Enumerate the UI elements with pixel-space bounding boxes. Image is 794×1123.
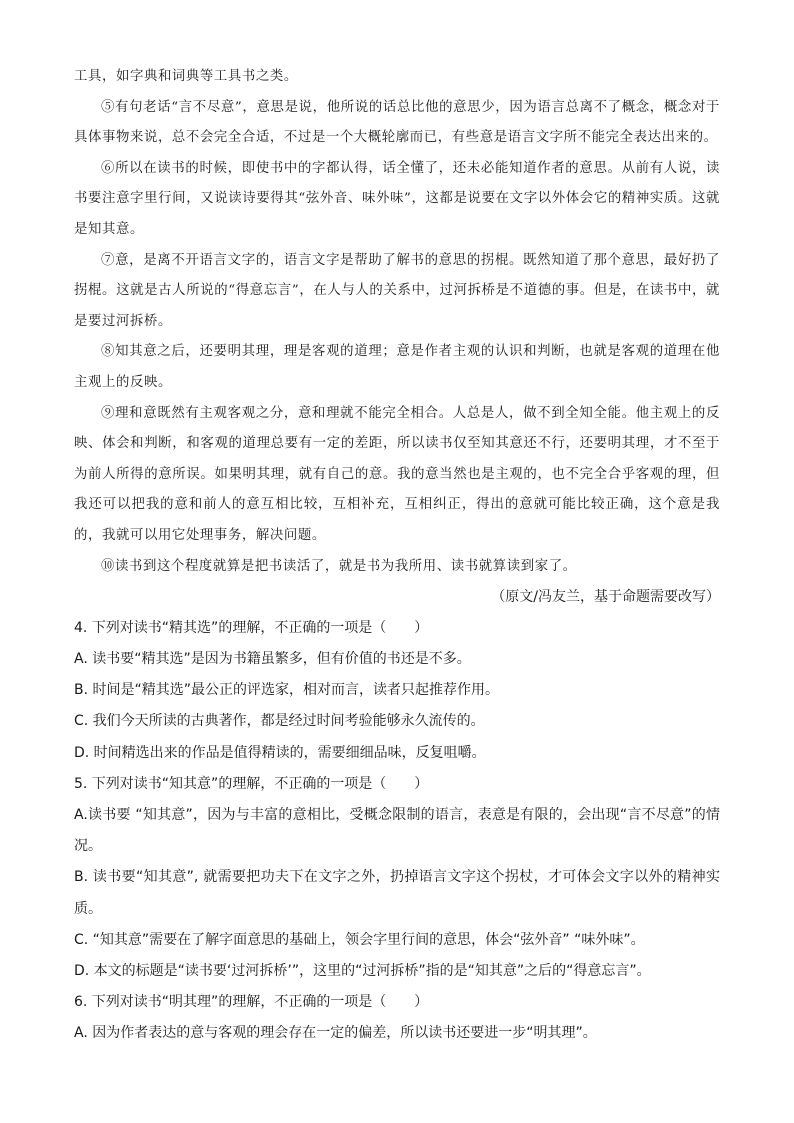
question-5-option-c: C. “知其意”需要在了解字面意思的基础上，领会字里行间的意思，体会“弦外音” “味外味”。 <box>74 931 645 948</box>
question-6-stem: 6. 下列对读书“明其理”的理解，不正确的一项是（ ） <box>74 994 429 1011</box>
question-5-option-a: A.读书要 “知其意”，因为与丰富的意相比，受概念限制的语言，表意是有限的，会出现“言不尽意”的情况。 <box>74 806 720 855</box>
question-6-option-a: A. 因为作者表达的意与客观的理会存在一定的偏差，所以读书还要进一步“明其理”。 <box>74 1025 597 1042</box>
question-4-option-a: A. 读书要“精其选”是因为书籍虽繁多，但有价值的书还是不多。 <box>74 650 471 667</box>
passage-paragraph-5: ⑤有句老话“言不尽意”，意思是说，他所说的话总比他的意思少，因为语言总离不了概念，概念对于具体事物来说，总不会完全合适，不过是一个大概轮廓而已，有些意是语言文字所不能完全表达出来的。 <box>74 99 720 146</box>
document-page <box>74 62 720 1050</box>
passage-paragraph-7: ⑦意，是离不开语言文字的，语言文字是帮助了解书的意思的拐棍。既然知道了那个意思，最好扔了拐棍。这就是古人所说的“得意忘言”，在人与人的关系中，过河拆桥是不道德的事。但是，在读书中，就是要过河拆桥。 <box>74 252 720 329</box>
passage-paragraph-continuation: 工具，如字典和词典等工具书之类。 <box>74 69 298 84</box>
question-4-option-b: B. 时间是“精其选”最公正的评选家，相对而言，读者只起推荐作用。 <box>74 682 500 699</box>
question-4-stem: 4. 下列对读书“精其选”的理解，不正确的一项是（ ） <box>74 619 429 636</box>
question-4-option-d: D. 时间精选出来的作品是值得精读的，需要细细品味，反复咀嚼。 <box>74 744 486 761</box>
passage-paragraph-10: ⑩读书到这个程度就算是把书读活了，就是书为我所用、读书就算读到家了。 <box>101 558 577 574</box>
question-5-option-b: B. 读书要“知其意”, 就需要把功夫下在文字之外，扔掉语言文字这个拐杖，才可体会文字以外的精神实质。 <box>74 869 720 917</box>
question-4-option-c: C. 我们今天所读的古典著作，都是经过时间考验能够永久流传的。 <box>74 713 485 730</box>
source-note: （原文/冯友兰，基于命题需要改写） <box>491 589 720 606</box>
question-5-stem: 5. 下列对读书“知其意”的理解，不正确的一项是（ ） <box>74 775 429 792</box>
passage-paragraph-9: ⑨理和意既然有主观客观之分，意和理就不能完全相合。人总是人，做不到全知全能。他主观上的反映、体会和判断，和客观的道理总要有一定的差距，所以读书仅至知其意还不行，还要明其理，才不至于为前人所得的意所误。如果明其理，就有自己的意。我的意当然也是主观的，也不完全合乎客观的理，但我还可以把我的意和前人的意互相比较，互相补充，互相纠正，得出的意就可能比较正确，这个意是我的，我就可以用它处理事务，解决问题。 <box>74 405 720 543</box>
passage-paragraph-8: ⑧知其意之后，还要明其理，理是客观的道理；意是作者主观的认识和判断，也就是客观的道理在他主观上的反映。 <box>74 344 720 390</box>
question-5-option-d: D. 本文的标题是“读书要‘过河拆桥’”，这里的“过河拆桥”指的是“知其意”之后的“得意忘言”。 <box>74 962 651 979</box>
passage-paragraph-6: ⑥所以在读书的时候，即使书中的字都认得，话全懂了，还未必能知道作者的意思。从前有人说，读书要注意字里行间，又说读诗要得其“弦外音、味外味”，这都是说要在文字以外体会它的精神实质。这就是知其意。 <box>74 160 720 237</box>
